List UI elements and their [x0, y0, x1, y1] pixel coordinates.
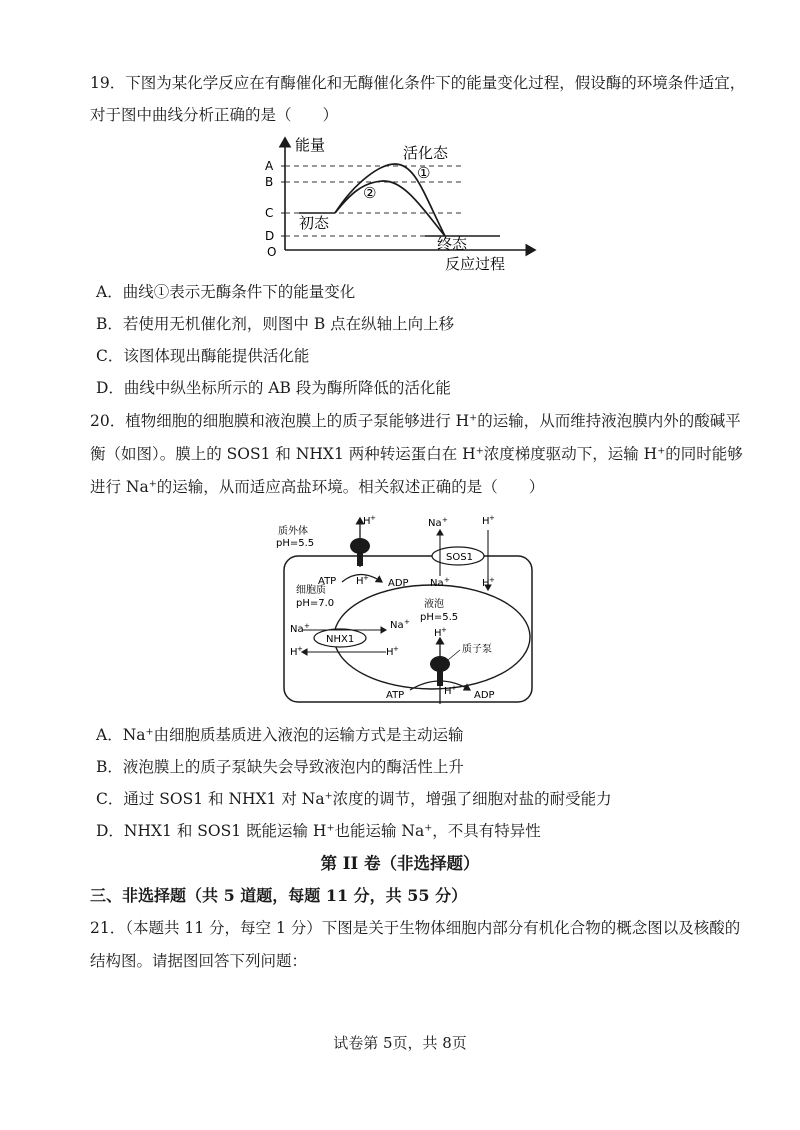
energy-diagram — [255, 132, 550, 272]
svg-text:H: H — [386, 647, 394, 658]
q19-stem-line2: 对于图中曲线分析正确的是（ ） — [90, 106, 339, 124]
svg-text:H: H — [434, 628, 442, 639]
apoplast-ph: pH=5.5 — [276, 538, 315, 549]
svg-text:ADP: ADP — [474, 690, 495, 701]
q19-option-b: B．若使用无机催化剂，则图中 B 点在纵轴上向上移 — [96, 315, 455, 333]
letter-c: C — [265, 206, 274, 220]
letter-d: D — [265, 229, 275, 243]
page-footer: 试卷第 5页，共 8页 — [333, 1034, 467, 1052]
svg-text:H: H — [356, 576, 364, 587]
q20-stem-line3: 进行 Na+的运输，从而适应高盐环境。相关叙述正确的是（ ） — [90, 478, 545, 496]
svg-text:H: H — [363, 516, 371, 527]
q19-option-c: C．该图体现出酶能提供活化能 — [96, 347, 310, 365]
letter-o: O — [267, 245, 277, 259]
curve-2 — [335, 181, 445, 236]
initial-state-label: 初态 — [299, 214, 330, 232]
vacuole-ph: pH=5.5 — [420, 612, 459, 623]
svg-text:+: + — [489, 576, 495, 584]
svg-text:+: + — [444, 576, 450, 584]
svg-text:H: H — [444, 686, 452, 697]
svg-text:ATP: ATP — [318, 576, 337, 587]
curve-2-label: ② — [363, 184, 377, 202]
x-axis-label: 反应过程 — [445, 255, 506, 272]
q19-option-d: D．曲线中纵坐标所示的 AB 段为酶所降低的活化能 — [96, 379, 451, 397]
vacuole-label: 液泡 — [424, 599, 444, 610]
activated-state-label: 活化态 — [403, 144, 449, 162]
plasma-proton-pump — [350, 538, 370, 554]
letter-a: A — [265, 159, 274, 173]
svg-text:+: + — [489, 514, 495, 522]
svg-text:+: + — [451, 684, 457, 692]
q20-option-b: B．液泡膜上的质子泵缺失会导致液泡内的酶活性上升 — [96, 758, 464, 776]
svg-text:+: + — [304, 622, 310, 630]
svg-text:H: H — [482, 516, 490, 527]
svg-text:NHX1: NHX1 — [326, 634, 355, 645]
svg-text:+: + — [363, 574, 369, 582]
svg-text:Na: Na — [430, 578, 444, 589]
cell-transport-diagram — [260, 512, 550, 712]
q20-option-c: C．通过 SOS1 和 NHX1 对 Na+浓度的调节，增强了细胞对盐的耐受能力 — [96, 790, 612, 808]
q20-option-d: D．NHX1 和 SOS1 既能运输 H+也能运输 Na+，不具有特异性 — [96, 822, 541, 840]
letter-b: B — [265, 175, 274, 189]
svg-text:Na: Na — [390, 620, 404, 631]
svg-text:+: + — [442, 516, 448, 524]
svg-text:+: + — [297, 645, 303, 653]
section3-heading: 三、非选择题（共 5 道题，每题 11 分，共 55 分） — [90, 886, 468, 905]
svg-text:ATP: ATP — [386, 690, 405, 701]
q19-option-a: A．曲线①表示无酶条件下的能量变化 — [96, 283, 356, 301]
svg-text:+: + — [441, 626, 447, 634]
q21-stem-line1: 21．（本题共 11 分，每空 1 分）下图是关于生物体细胞内部分有机化合物的概念图以及核酸的 — [90, 919, 741, 937]
q20-option-a: A．Na+由细胞质基质进入液泡的运输方式是主动运输 — [96, 726, 464, 744]
cytoplasm-ph: pH=7.0 — [296, 598, 335, 609]
svg-text:Na: Na — [428, 518, 442, 529]
svg-text:H: H — [290, 647, 298, 658]
cytoplasm-label: 细胞质 — [296, 585, 326, 596]
vacuole-proton-pump — [430, 656, 450, 672]
svg-text:+: + — [370, 514, 376, 522]
svg-text:质子泵: 质子泵 — [462, 644, 492, 655]
q21-stem-line2: 结构图。请据图回答下列问题： — [90, 952, 308, 970]
final-state-label: 终态 — [437, 235, 468, 253]
svg-text:H: H — [482, 578, 490, 589]
q19-stem-line1: 19．下图为某化学反应在有酶催化和无酶催化条件下的能量变化过程，假设酶的环境条件适宜， — [90, 74, 746, 92]
section-title: 第 II 卷（非选择题） — [320, 854, 480, 873]
apoplast-label: 质外体 — [278, 526, 308, 537]
svg-text:ADP: ADP — [388, 578, 409, 589]
y-axis-label: 能量 — [295, 136, 326, 154]
svg-text:+: + — [404, 618, 410, 626]
svg-text:Na: Na — [290, 624, 304, 635]
curve-1-label: ① — [417, 164, 431, 182]
svg-text:SOS1: SOS1 — [446, 552, 473, 563]
svg-text:+: + — [393, 645, 399, 653]
q20-stem-line1: 20．植物细胞的细胞膜和液泡膜上的质子泵能够进行 H+的运输，从而维持液泡膜内外的酸碱平 — [90, 412, 741, 430]
q20-stem-line2: 衡（如图）。膜上的 SOS1 和 NHX1 两种转运蛋白在 H+浓度梯度驱动下，运输 H+的同时能够 — [90, 445, 743, 463]
